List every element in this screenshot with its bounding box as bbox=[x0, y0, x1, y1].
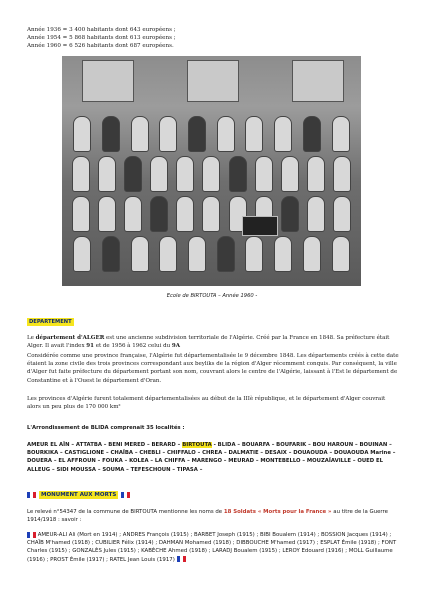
communes-before: AMEUR EL AÏN – ATTATBA – BENI MERED – BERARD – bbox=[27, 442, 181, 448]
population-line-1954: Année 1954 = 5 868 habitants dont 613 européens ; bbox=[27, 35, 176, 41]
monument-after: au titre de la Guerre 1914/1918 : savoir : bbox=[27, 509, 388, 524]
commune-birtouta-highlight: BIRTOUTA bbox=[182, 442, 212, 448]
departement-tag: DEPARTEMENT bbox=[29, 319, 72, 325]
french-flag-icon bbox=[121, 492, 130, 498]
communes-list bbox=[27, 441, 399, 474]
monument-paragraph bbox=[27, 508, 399, 524]
population-line-1960: Année 1960 = 6 526 habitants dont 687 européens. bbox=[27, 43, 174, 49]
population-line-1936: Année 1936 = 3 400 habitants dont 643 européens ; bbox=[27, 27, 176, 33]
soldiers-names bbox=[27, 531, 399, 564]
soldiers-names-text: AMEUR-ALI Ali (Mort en 1914) ; ANDRES François (1915) ; BARBET Joseph (1915) ; BIBI Boualem (1914) ; BOSSION Jacques (1914) ; CHAÏB M'hamed (1918) ; CUBILIER Félix (1914) ; DAHMAN Mohamed (1918) ; DIBBOUCHE M'hamed (1917) ; ESPLAT Émile (1918) ; FONT Charles (1915) ; GONZALÈS Jules (1915) ; KABÈCHE Ahmed (1918) ; LARADJ Boualem (1915) ; LEROY Edouard (1916) ; MOLL Guillaume (1916) ; PROST Émile (1917) ; RATEL Jean Louis (1917) bbox=[27, 532, 397, 563]
departement-paragraph-3: Les provinces d'Algérie furent totalement départementalisées au début de la IIIè république, et le département d'Alger couvrait alors un peu plus de 170 000 km² bbox=[27, 396, 386, 411]
french-flag-icon bbox=[177, 556, 186, 562]
photo-caption: Ecole de BIRTOUTA – Année 1960 - bbox=[166, 293, 258, 299]
monument-label: MONUMENT AUX MORTS bbox=[41, 492, 117, 498]
school-class-photo bbox=[62, 56, 361, 286]
monument-before: Le relevé n°54347 de la commune de BIRTOUTA mentionne les noms de bbox=[27, 509, 223, 515]
monument-heading bbox=[27, 491, 130, 499]
p1-text: est une ancienne subdivision territoriale de l'Algérie. Créé par la France en 1848. Sa préfecture était Alger. Il avait l'index bbox=[27, 335, 390, 350]
french-flag-icon bbox=[27, 532, 36, 538]
p1-index-91: 91 bbox=[86, 343, 94, 350]
communes-after: - BLIDA – BOUARFA – BOUFARIK – BOU HAROUN – BOUINAN – BOURKIKA – CASTIGLIONE – CHAÏBA – CHEBLI – CHIFFALO – CHREA – DALMATIE – DESAIX – DOUAOUDA – DOUAOUDA Marine – DOUERA – EL AFFROUN – FOUKA – KOLEA – LA CHIFFA – MARENGO – MEURAD – MONTEBELLO – MOUZAÏAVILLE – OUED EL ALLEUG – SIDI MOUSSA – SOUMA – TEFESCHOUN – TIPASA – bbox=[27, 442, 396, 473]
p1-prefix: Le bbox=[27, 335, 34, 341]
monument-soldiers-count: 18 Soldats « Morts pour la France » bbox=[223, 509, 332, 515]
population-block bbox=[27, 26, 176, 50]
french-flag-icon bbox=[27, 492, 36, 498]
arrondissement-title: L'Arrondissement de BLIDA comprenait 35 localités : bbox=[27, 425, 185, 431]
p1-bold: département d'ALGER bbox=[35, 335, 105, 341]
departement-paragraph-1 bbox=[27, 334, 399, 350]
class-slate bbox=[242, 216, 278, 236]
p1-index-9a: 9A bbox=[171, 343, 181, 350]
p1-mid: et de 1956 à 1962 celui du bbox=[95, 343, 171, 350]
departement-paragraph-2: Considérée comme une province française, l'Algérie fut départementalisée le 9 décembre 1848. Les départements créés à cette date étaient la zone civile des trois provinces correspondant aux beyliks de la région d'Alger récemment conquis. Par conséquent, la ville d'Alger fut faite préfecture du département portant son nom, couvrant alors le centre de l'Algérie, laissant à l'Est le département de Constantine et à l'Ouest le département d'Oran. bbox=[27, 353, 399, 384]
